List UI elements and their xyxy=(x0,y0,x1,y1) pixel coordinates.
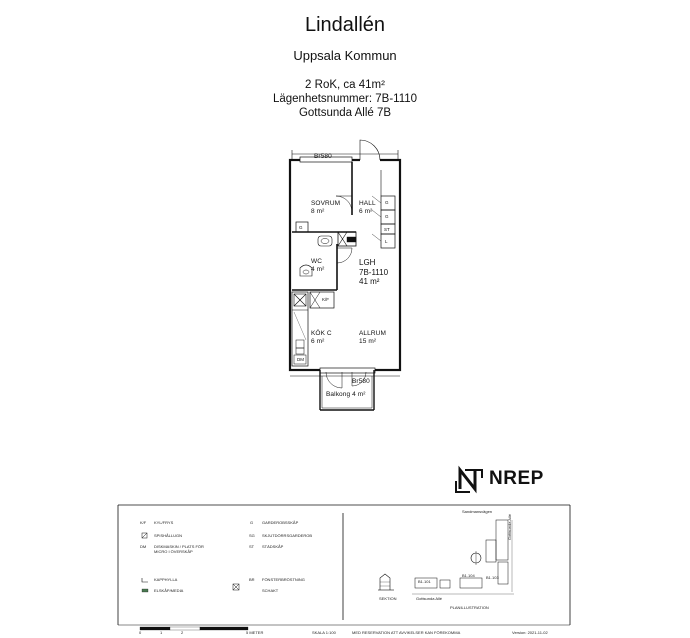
municipality: Uppsala Kommun xyxy=(293,48,397,63)
apartment-number: Lägenhetsnummer: 7B-1110 xyxy=(272,93,418,105)
scale-label: SKALA 1:100 xyxy=(312,630,336,635)
fridge-freezer-marker: K/F xyxy=(322,297,330,302)
legend-code: BR xyxy=(249,577,255,582)
legend-text: KYL/FRYS xyxy=(154,520,174,525)
apartment-size: 2 RoK, ca 41m² xyxy=(305,79,385,91)
legend-text: STÄDSKÅP xyxy=(262,544,284,549)
wardrobe-marker: G xyxy=(299,225,303,230)
scale-tick: 1 xyxy=(160,630,163,635)
wardrobe-marker: G xyxy=(385,200,389,205)
building-label: B1.103 xyxy=(486,575,499,580)
legend-text: GARDEROBSSKÅP xyxy=(262,520,299,525)
window-parapet-top: Br580 xyxy=(314,153,332,160)
room-sovrum: SOVRUM 8 m² xyxy=(311,200,341,215)
scale-tick: 0 xyxy=(139,630,142,635)
version: Version: 2021-11-02 xyxy=(512,630,548,635)
room-hall: HALL 6 m² xyxy=(359,200,376,215)
legend-text: SPISHÅLLUGN xyxy=(154,533,183,538)
legend-text: FÖNSTERBRÖSTNING xyxy=(262,577,305,582)
legend-code: DM xyxy=(140,544,147,549)
street-label: Gottsunda Allé xyxy=(416,596,443,601)
disclaimer: MED RESERVATION ATT AVVIKELSER KAN FÖREKOMMA xyxy=(352,630,461,635)
nrep-logo-text: NREP xyxy=(489,468,544,489)
legend-text: KAPPHYLLA xyxy=(154,577,178,582)
legend-code: SG xyxy=(249,533,255,538)
street-label: Sandmansvägen xyxy=(462,509,493,514)
legend-code: ST xyxy=(249,544,255,549)
building-label: B1.101 xyxy=(418,579,431,584)
legend-text: DISKMASKIN / PLATS FÖR MICRO I ÖVERSKÅP xyxy=(154,544,204,554)
room-balkong: Balkong 4 m² xyxy=(326,391,366,398)
cleaning-cabinet-marker: ST xyxy=(384,227,390,232)
room-allrum: ALLRUM 15 m² xyxy=(359,330,386,345)
section-label: SEKTION xyxy=(379,596,397,601)
apartment-label: LGH 7B-1110 41 m² xyxy=(359,258,389,286)
scale-tick: 5 METER xyxy=(246,630,264,635)
dishwasher-marker: DM xyxy=(297,357,304,362)
legend-text: SCHAKT xyxy=(262,588,279,593)
address: Gottsunda Allé 7B xyxy=(298,107,392,119)
building-label: B1.104 xyxy=(462,573,475,578)
room-kok: KÖK C 6 m² xyxy=(311,330,332,345)
street-label: Gottsunda Allé xyxy=(507,513,512,540)
window-parapet-bottom: Br580 xyxy=(352,378,370,385)
scale-tick: 2 xyxy=(181,630,184,635)
room-wc: WC 4 m² xyxy=(311,258,325,273)
property-title: Lindallén xyxy=(304,14,386,36)
legend-code: G xyxy=(250,520,254,525)
legend-text: ELSKÅP/MEDIA xyxy=(154,588,184,593)
coat-shelf-marker: L xyxy=(385,239,388,244)
legend-code: K/F xyxy=(140,520,147,525)
legend-text: SKJUTDÖRRSGARDEROB xyxy=(262,533,313,538)
wardrobe-marker: G xyxy=(385,214,389,219)
site-plan-label: PLANILLUSTRATION xyxy=(450,605,489,610)
